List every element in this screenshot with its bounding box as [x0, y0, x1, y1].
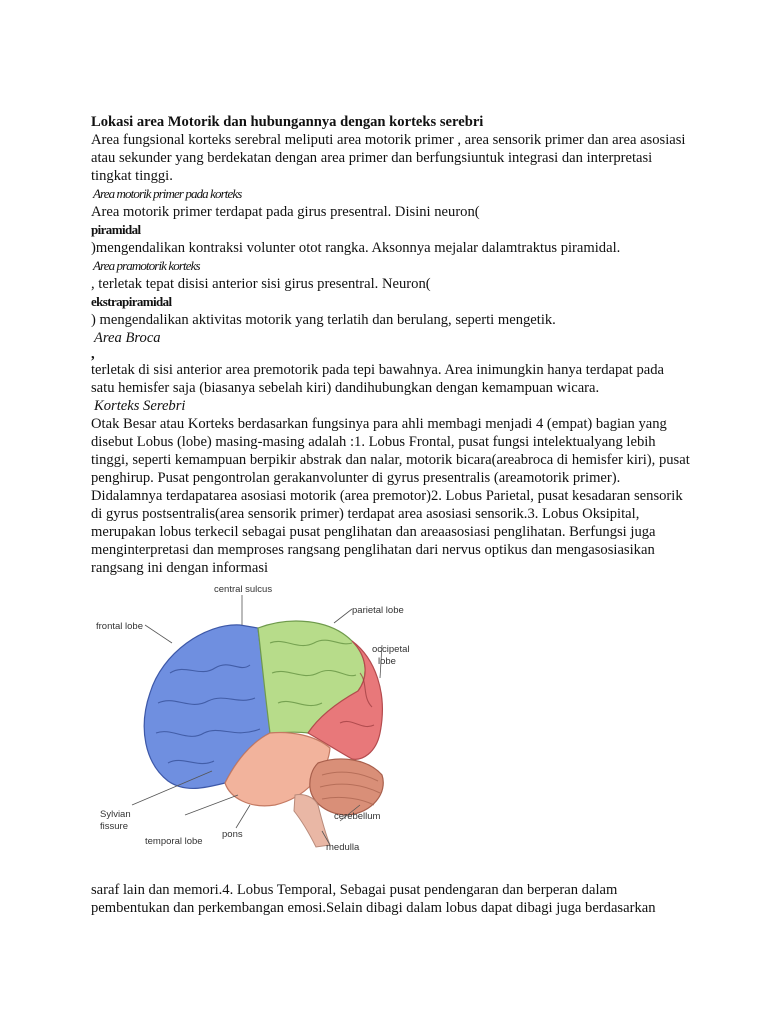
paragraph-pramotorik: , terletak tepat disisi anterior sisi girus presentral. Neuron( — [91, 276, 431, 292]
heading-korteks-serebri: Korteks Serebri — [94, 398, 186, 414]
label-medulla: medulla — [326, 842, 360, 853]
paragraph-korteks-serebri: Otak Besar atau Korteks berdasarkan fungsinya para ahli membagi menjadi 4 (empat) bagian yang disebut Lobus (lobe) masing-masing adalah :1. Lobus Frontal, pusat fungsi intelektualyang lebih tinggi, seperti kemampuan berpikir abstrak dan nalar, motorik bicara(areabroca di hemisfer kiri), pusat penghirup. Pusat pengontrolan gerakanvolunter di gyrus presentralis (areamotorik primer). Didalamnya terdapatarea asosiasi motorik (area premotor)2. Lobus Parietal, pusat kesadaran sensorik di gyrus postsentralis(area sensorik primer) terdapat area asosiasi sensorik.3. Lobus Oksipital, merupakan lobus terkecil sebagai pusat penglihatan dan areaasosiasi penglihatan. Berfungsi juga menginterpretasi dan memproses rangsang penglihatan dari nervus optikus dan mengasosiasikan rangsang ini dengan informasi — [91, 416, 690, 576]
heading-motorik-primer: Area motorik primer pada korteks — [93, 186, 242, 201]
paragraph-motorik-primer: Area motorik primer terdapat pada girus presentral. Disini neuron( — [91, 204, 480, 220]
paragraph-ekstrapiramidal: ) mengendalikan aktivitas motorik yang terlatih dan berulang, seperti mengetik. — [91, 312, 556, 328]
brain-diagram — [90, 583, 660, 853]
comma: , — [91, 346, 95, 362]
label-frontal-lobe: frontal lobe — [96, 621, 144, 632]
label-sylvian-line1: Sylvian — [100, 809, 131, 820]
heading-broca: Area Broca — [94, 330, 161, 346]
document-body — [91, 113, 691, 577]
label-parietal-lobe: parietal lobe — [352, 605, 404, 616]
paragraph-lobus-temporal: saraf lain dan memori.4. Lobus Temporal, Sebagai pusat pendengaran dan berperan dalam pembentukan dan perkembangan emosi.Selain dibagi dalam lobus dapat dibagi juga berdasarkan — [91, 882, 656, 916]
heading-pramotorik: Area pramotorik korteks — [93, 258, 200, 273]
document-title: Lokasi area Motorik dan hubungannya dengan korteks serebri — [91, 114, 484, 130]
label-cerebellum: cerebellum — [334, 811, 381, 822]
label-pons: pons — [222, 829, 243, 840]
document-continuation — [91, 881, 691, 917]
paragraph-piramidal: )mengendalikan kontraksi volunter otot rangka. Aksonnya mejalar dalamtraktus piramidal. — [91, 240, 621, 256]
brain-illustration — [90, 583, 660, 853]
label-sylvian-line2: fissure — [100, 821, 128, 832]
label-temporal-lobe: temporal lobe — [145, 836, 203, 847]
label-occipital-lobe-line2: lobe — [378, 656, 396, 667]
paragraph-broca: terletak di sisi anterior area premotorik pada tepi bawahnya. Area inimungkin hanya terdapat pada satu hemisfer saja (biasanya sebelah kiri) dandihubungkan dengan kemampuan wicara. — [91, 362, 664, 396]
label-occipital-lobe-line1: occipetal — [372, 644, 410, 655]
term-ekstrapiramidal: ekstrapiramidal — [91, 294, 172, 309]
label-central-sulcus: central sulcus — [214, 584, 273, 595]
term-piramidal: piramidal — [91, 222, 141, 237]
paragraph-intro: Area fungsional korteks serebral meliputi area motorik primer , area sensorik primer dan area asosiasi atau sekunder yang berdekatan dengan area primer dan berfungsiuntuk integrasi dan interpretasi tingkat tinggi. — [91, 132, 686, 184]
